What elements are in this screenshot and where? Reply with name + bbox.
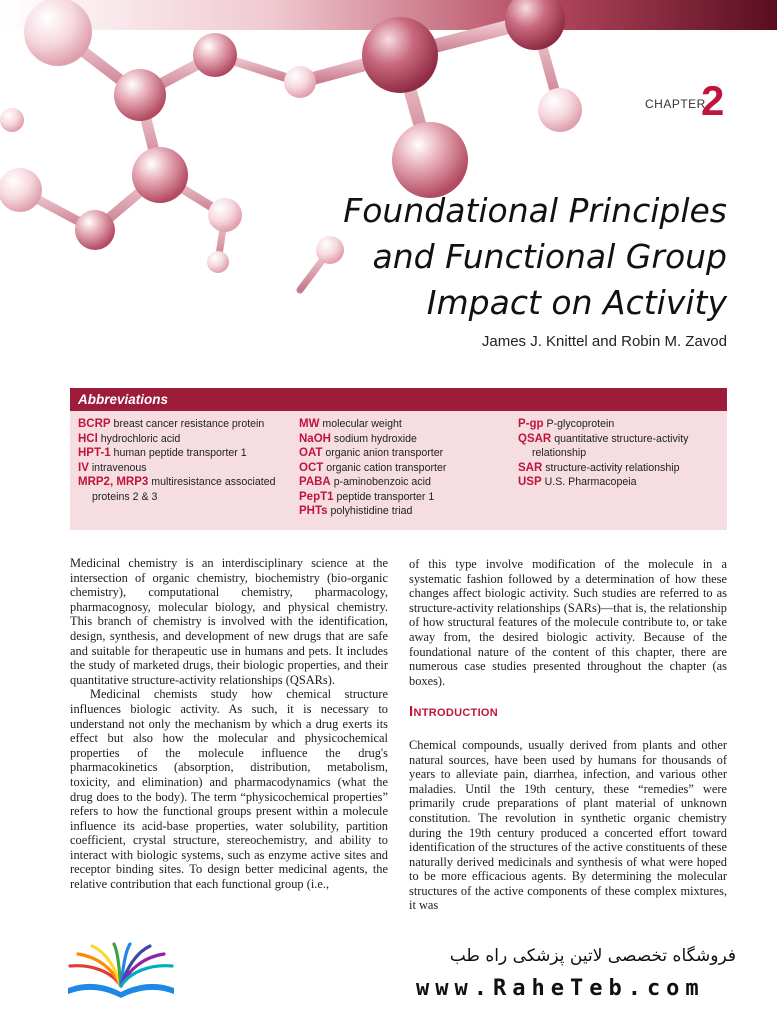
abbreviation-term: OAT [299, 447, 323, 459]
chapter-label: CHAPTER [645, 97, 706, 111]
abbreviation-entry [78, 446, 298, 461]
abbreviation-entry [299, 446, 509, 461]
abbreviations-column [299, 417, 509, 519]
chapter-number: 2 [701, 77, 725, 124]
title-line: and Functional Group [372, 237, 727, 276]
abbreviation-definition: hydrochloric acid [100, 432, 181, 445]
abbreviation-definition: quantitative structure-activity relationship [532, 432, 689, 459]
store-url: www.RaheTeb.com [416, 976, 705, 1001]
abbreviation-definition: U.S. Pharmacopeia [544, 476, 637, 488]
body-paragraph: of this type involve modification of the molecule in a systematic fashion followed by a determination of how these changes affect biologic activity. Such studies are referred to as structure-activity relationships (SARs)—that is, the relationship of how structural features of the molecule contribute to, or take away from, the desired biologic activity. Because of the foundational nature of the content of this chapter, there are numerous case studies presented throughout the chapter (as boxes). [409, 557, 727, 688]
abbreviation-definition: p-aminobenzoic acid [333, 476, 431, 488]
store-name: فروشگاه تخصصی لاتین پزشکی راه طب [449, 946, 736, 966]
abbreviation-definition: organic anion transporter [325, 447, 444, 459]
abbreviations-column [78, 417, 298, 504]
body-paragraph: Medicinal chemistry is an interdisciplinary science at the intersection of organic chemistry, biochemistry (bio-organic chemistry), computational chemistry, pharmacology, pharmacognosy, molecular biology, and physical chemistry. This branch of chemistry is involved with the identification, design, synthesis, and development of new drugs that are safe and suitable for therapeutic use in humans and pets. It includes the study of marketed drugs, their biologic properties, and their quantitative structure-activity relationships (QSARs). [70, 556, 388, 687]
abbreviation-definition: peptide transporter 1 [336, 490, 435, 503]
abbreviation-term: MW [299, 418, 320, 430]
abbreviation-entry [299, 461, 509, 476]
abbreviation-term: HCl [78, 432, 98, 445]
abbreviations-column [518, 417, 723, 490]
abbreviation-definition: sodium hydroxide [333, 432, 417, 445]
abbreviation-term: PHTs [299, 505, 328, 517]
abbreviation-term: QSAR [518, 432, 552, 445]
book-logo-icon [62, 942, 180, 1000]
body-paragraph: Chemical compounds, usually derived from plants and other natural sources, have been used by humans for thousands of years to alleviate pain, diarrhea, infection, and various other maladies. Until the 19th century, these “remedies” were primarily crude preparations of plant material of unknown constitution. The revolution in synthetic organic chemistry during the 19th century produced a concerted effort toward identification of the structures of the active constituents of these naturally derived medicinals and synthesis of what were hoped to be more efficacious agents. By determining the molecular structures of the active components of these complex mixtures, it was [409, 737, 727, 913]
title-line: Impact on Activity [426, 283, 727, 322]
abbreviation-entry [518, 417, 723, 432]
abbreviation-definition: polyhistidine triad [330, 505, 413, 517]
abbreviation-entry [299, 432, 509, 447]
abbreviation-term: PepT1 [299, 490, 334, 503]
abbreviation-entry [78, 432, 298, 447]
abbreviation-entry [299, 490, 509, 505]
abbreviation-term: BCRP [78, 418, 111, 430]
abbreviation-definition: multiresistance associated proteins 2 & 3 [92, 476, 276, 503]
abbreviation-entry [299, 475, 509, 490]
abbreviation-definition: breast cancer resistance protein [113, 418, 265, 430]
abbreviation-term: IV [78, 461, 89, 474]
abbreviation-entry [518, 475, 723, 490]
abbreviation-term: USP [518, 476, 542, 488]
abbreviation-definition: human peptide transporter 1 [113, 447, 247, 459]
abbreviation-entry [299, 504, 509, 519]
abbreviation-entry [299, 417, 509, 432]
abbreviation-entry [78, 475, 298, 504]
abbreviation-term: P-gp [518, 418, 544, 430]
body-paragraph: Medicinal chemists study how chemical structure influences biologic activity. As such, it is necessary to understand not only the mechanism by which a drug exerts its effect but also how the molecular and physicochemical properties of the molecule influence the drug's pharmacokinetics (absorption, distribution, metabolism, toxicity, and elimination) and pharmacodynamics (what the drug does to the body). The term “physicochemical properties” refers to how the functional groups present within a molecule influence its acid-base properties, water solubility, partition coefficient, crystal structure, stereochemistry, and ability to interact with biologic systems, such as enzyme active sites and receptor binding sites. To design better medicinal agents, the relative contribution that each functional group (i.e., [70, 687, 388, 892]
abbreviation-definition: intravenous [91, 461, 147, 474]
abbreviation-term: OCT [299, 461, 324, 474]
abbreviation-term: NaOH [299, 432, 331, 445]
section-heading: Introduction [409, 703, 499, 721]
body-column-right [409, 557, 727, 931]
abbreviation-term: PABA [299, 476, 331, 488]
abbreviation-term: HPT-1 [78, 447, 111, 459]
abbreviation-entry [518, 461, 723, 476]
body-column-left [70, 556, 388, 930]
abbreviation-term: MRP2, MRP3 [78, 476, 149, 488]
abbreviation-definition: structure-activity relationship [545, 461, 680, 474]
abbreviation-entry [518, 432, 723, 461]
abbreviation-definition: organic cation transporter [326, 461, 447, 474]
abbreviation-entry [78, 417, 298, 432]
abbreviation-definition: P-glycoprotein [546, 418, 615, 430]
abbreviation-definition: molecular weight [322, 418, 402, 430]
abbreviation-term: SAR [518, 461, 543, 474]
chapter-title [267, 188, 727, 326]
authors: James J. Knittel and Robin M. Zavod [481, 333, 727, 350]
abbreviations-box [70, 388, 727, 530]
abbreviations-heading: Abbreviations [70, 388, 727, 411]
title-line: Foundational Principles [343, 191, 727, 230]
abbreviation-entry [78, 461, 298, 476]
